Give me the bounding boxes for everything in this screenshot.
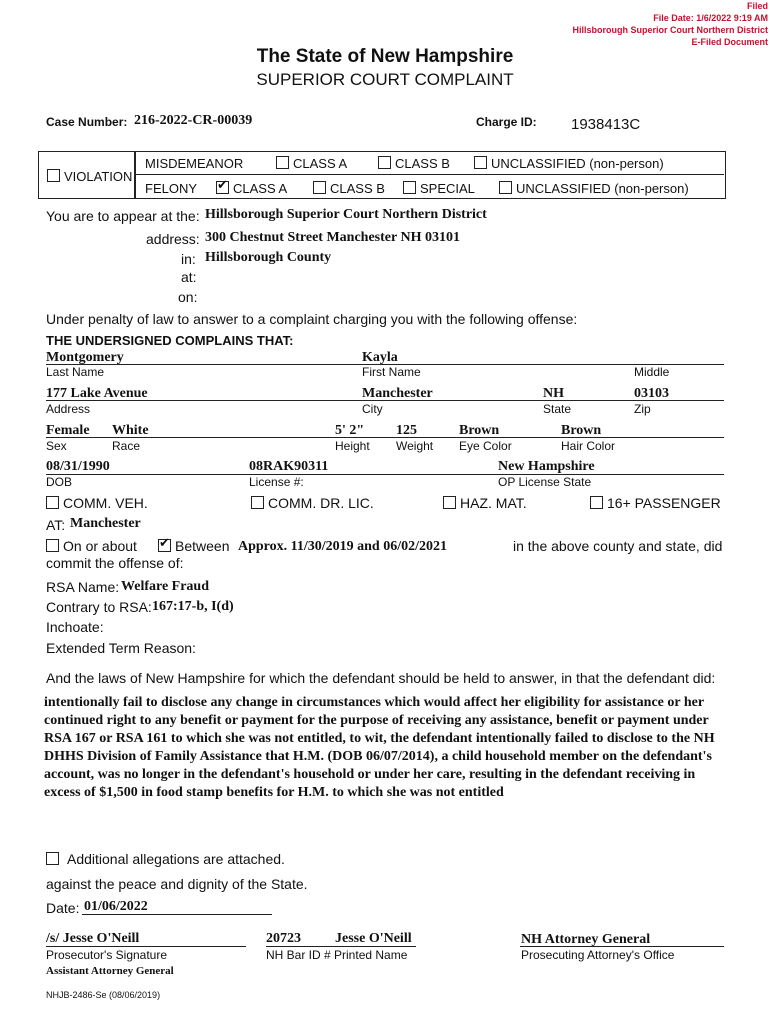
fel-class-b-checkbox[interactable] <box>313 181 326 194</box>
filing-stamp <box>572 0 768 48</box>
contrary-label: Contrary to RSA: <box>46 599 152 615</box>
rsa-name-value: Welfare Fraud <box>121 579 210 594</box>
address-value: 300 Chestnut Street Manchester NH 03101 <box>205 230 460 245</box>
misd-class-a-option[interactable] <box>276 156 347 171</box>
address-street-label: Address <box>46 402 91 416</box>
fel-class-a-option[interactable] <box>216 181 287 196</box>
penalty-text: Under penalty of law to answer to a complaint charging you with the following offense: <box>46 311 578 327</box>
extended-term-label: Extended Term Reason: <box>46 640 196 656</box>
misd-class-b-label: CLASS B <box>395 156 450 171</box>
violation-option[interactable] <box>47 169 132 184</box>
state-label: State <box>543 402 572 416</box>
allegation-text: intentionally fail to disclose any change in circumstances which would affect her eligibility for assistance or her continued right to any benefit or payment for the purpose of receiving any assistance, benefit or payment under RSA 167 or RSA 161 to which she was not entitled, to wit, the defendant intentionally failed to disclose to the NH DHHS Division of Family Assistance that H.M. (DOB 06/07/2014), a child household member on the defendant's account, was no longer in the defendant's household or under her care, resulting in the defendant receiving in excess of $1,500 in food stamp benefits for H.M. to which she was not entitled <box>44 695 715 800</box>
sex-value: Female <box>46 423 90 438</box>
contrary-value: 167:17-b, I(d) <box>152 599 234 614</box>
dob-label: DOB <box>46 475 73 489</box>
attorney-title: Assistant Attorney General <box>46 965 174 977</box>
eye-color-label: Eye Color <box>459 439 512 453</box>
weight-value: 125 <box>396 423 417 438</box>
fel-unclassified-checkbox[interactable] <box>499 181 512 194</box>
fel-class-a-label: CLASS A <box>233 181 288 196</box>
zip-value: 03103 <box>634 386 669 401</box>
at-label: at: <box>181 269 197 285</box>
comm-dr-lic-option[interactable] <box>251 495 374 511</box>
between-label: Between <box>175 538 230 554</box>
weight-label: Weight <box>396 439 434 453</box>
on-or-about-option[interactable] <box>46 538 137 554</box>
signature-line <box>46 946 246 947</box>
haz-mat-checkbox[interactable] <box>443 496 456 509</box>
misd-unclassified-option[interactable] <box>474 156 664 171</box>
date-line <box>82 914 272 915</box>
bar-id-label: NH Bar ID # Printed Name <box>266 948 408 962</box>
last-name-value: Montgomery <box>46 350 124 365</box>
complains-heading: THE UNDERSIGNED COMPLAINS THAT: <box>46 333 294 348</box>
laws-text: And the laws of New Hampshire for which the defendant should be held to answer, in that the defendant did: <box>46 670 716 686</box>
on-label: on: <box>178 289 198 305</box>
in-value: Hillsborough County <box>205 250 332 265</box>
misd-unclassified-label: UNCLASSIFIED (non-person) <box>491 156 664 171</box>
middle-name-label: Middle <box>634 365 670 379</box>
fel-special-option[interactable] <box>403 181 475 196</box>
county-text: in the above county and state, did <box>513 538 723 554</box>
offense-date-value: Approx. 11/30/2019 and 06/02/2021 <box>238 539 448 554</box>
against-text: against the peace and dignity of the State. <box>46 876 308 892</box>
misd-unclassified-checkbox[interactable] <box>474 156 487 169</box>
page-subtitle: SUPERIOR COURT COMPLAINT <box>256 70 514 89</box>
op-state-value: New Hampshire <box>498 459 595 474</box>
race-value: White <box>112 423 149 438</box>
signature-label: Prosecutor's Signature <box>46 948 168 962</box>
filing-court: Hillsborough Superior Court Northern District <box>572 25 768 35</box>
filing-status: Filed <box>746 1 768 11</box>
fel-class-b-label: CLASS B <box>330 181 385 196</box>
between-option[interactable] <box>158 538 229 554</box>
violation-label: VIOLATION <box>64 169 133 184</box>
misd-class-a-label: CLASS A <box>293 156 348 171</box>
hair-color-value: Brown <box>561 423 602 438</box>
additional-checkbox[interactable] <box>46 852 59 865</box>
city-label: City <box>362 402 383 416</box>
page-title: The State of New Hampshire <box>256 46 514 67</box>
dob-line <box>46 474 724 475</box>
misd-class-b-checkbox[interactable] <box>378 156 391 169</box>
last-name-label: Last Name <box>46 365 105 379</box>
haz-mat-option[interactable] <box>443 495 527 511</box>
state-value: NH <box>543 386 564 401</box>
fel-unclassified-option[interactable] <box>499 181 689 196</box>
zip-label: Zip <box>634 402 651 416</box>
haz-mat-label: HAZ. MAT. <box>460 495 527 511</box>
case-number-label: Case Number: <box>46 115 128 129</box>
commit-text: commit the offense of: <box>46 555 184 571</box>
height-value: 5' 2" <box>335 423 365 438</box>
office-label: Prosecuting Attorney's Office <box>521 948 675 962</box>
in-label: in: <box>181 251 196 267</box>
fel-unclassified-label: UNCLASSIFIED (non-person) <box>516 181 689 196</box>
passenger-option[interactable] <box>590 495 721 511</box>
misd-class-b-option[interactable] <box>378 156 450 171</box>
first-name-value: Kayla <box>362 350 398 365</box>
additional-label: Additional allegations are attached. <box>67 851 285 867</box>
on-or-about-checkbox[interactable] <box>46 539 59 552</box>
dob-value: 08/31/1990 <box>46 459 110 474</box>
date-label: Date: <box>46 900 80 916</box>
comm-dr-lic-label: COMM. DR. LIC. <box>268 495 374 511</box>
comm-veh-label: COMM. VEH. <box>63 495 148 511</box>
bar-name-line <box>266 946 416 947</box>
form-id: NHJB-2486-Se (08/06/2019) <box>46 990 161 1000</box>
appear-label: You are to appear at the: <box>46 208 200 224</box>
hair-color-label: Hair Color <box>561 439 616 453</box>
op-state-label: OP License State <box>498 475 592 489</box>
fel-class-a-checkbox[interactable] <box>216 181 229 194</box>
felony-label: FELONY <box>145 181 198 196</box>
address-street-value: 177 Lake Avenue <box>46 386 148 401</box>
misd-class-a-checkbox[interactable] <box>276 156 289 169</box>
description-line <box>46 437 724 438</box>
fel-special-label: SPECIAL <box>420 181 475 196</box>
license-value: 08RAK90311 <box>249 459 329 474</box>
race-label: Race <box>112 439 141 453</box>
bar-id-value: 20723 <box>266 931 301 946</box>
signature-value: /s/ Jesse O'Neill <box>46 931 140 946</box>
comm-dr-lic-checkbox[interactable] <box>251 496 264 509</box>
filing-type: E-Filed Document <box>691 37 768 47</box>
printed-name-value: Jesse O'Neill <box>335 931 412 946</box>
case-number-value: 216-2022-CR-00039 <box>134 113 253 128</box>
date-value: 01/06/2022 <box>84 899 148 914</box>
first-name-label: First Name <box>362 365 421 379</box>
sex-label: Sex <box>46 439 67 453</box>
address-label: address: <box>146 231 200 247</box>
office-value: NH Attorney General <box>521 932 651 947</box>
offense-at-value: Manchester <box>70 516 141 531</box>
on-or-about-label: On or about <box>63 538 137 554</box>
height-label: Height <box>335 439 370 453</box>
passenger-label: 16+ PASSENGER <box>607 495 721 511</box>
comm-veh-option[interactable] <box>46 495 148 511</box>
offense-at-label: AT: <box>46 517 66 533</box>
fel-class-b-option[interactable] <box>313 181 385 196</box>
fel-special-checkbox[interactable] <box>403 181 416 194</box>
violation-checkbox[interactable] <box>47 169 60 182</box>
additional-option[interactable] <box>46 851 285 867</box>
misdemeanor-label: MISDEMEANOR <box>145 156 244 171</box>
rsa-name-label: RSA Name: <box>46 579 120 595</box>
passenger-checkbox[interactable] <box>590 496 603 509</box>
charge-id-value: 1938413C <box>571 116 641 133</box>
address-line <box>46 400 724 401</box>
inchoate-label: Inchoate: <box>46 619 104 635</box>
classification-divider <box>134 174 724 175</box>
eye-color-value: Brown <box>459 423 500 438</box>
filing-date: File Date: 1/6/2022 9:19 AM <box>653 13 768 23</box>
charge-id-label: Charge ID: <box>476 115 537 129</box>
appear-value: Hillsborough Superior Court Northern District <box>205 207 487 222</box>
license-label: License #: <box>249 475 304 489</box>
office-line <box>520 946 724 947</box>
between-checkbox[interactable] <box>158 539 171 552</box>
city-value: Manchester <box>362 386 433 401</box>
comm-veh-checkbox[interactable] <box>46 496 59 509</box>
